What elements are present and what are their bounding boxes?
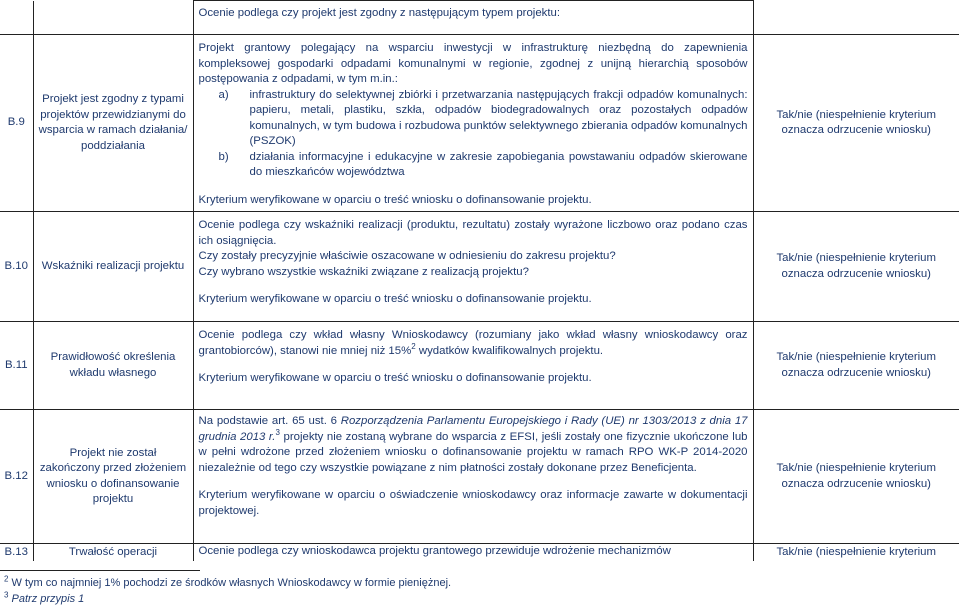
description-part: Na podstawie art. 65 ust. 6 (198, 415, 341, 427)
description-part: Ocenie podlega czy wkład własny Wnioskodawcy (rozumiany jako wkład własny wnioskodawcy oraz grantobiorców), stanowi nie mniej niż 15% (198, 329, 748, 357)
description-line: Czy wybrano wszystkie wskaźniki związane z realizacją projektu? (198, 265, 529, 278)
list-marker: a) (218, 88, 229, 101)
footnote-separator (0, 570, 200, 571)
criterion-text: Kryterium weryfikowane w oparciu o treść wniosku o dofinansowanie projektu. (198, 372, 592, 384)
footnote (4, 576, 451, 592)
row-name: Prawidłowość określenia wkładu własnego (33, 322, 193, 410)
row-id: B.13 (0, 544, 33, 561)
verdict: Tak/nie (niespełnienie kryterium oznacza odrzucenie wniosku) (753, 35, 959, 212)
regulation-title: Rozporządzenia Parlamentu Europejskiego i Rady (UE) nr 1303/2013 z dnia 17 grudnia 2013 r. (198, 415, 748, 443)
list-item-text: działania informacyjne i edukacyjne w zakresie zapobiegania powstawaniu odpadów skierowane do mieszkańców województwa (249, 150, 748, 178)
description-line: Czy zostały precyzyjnie właściwie oszacowane w odniesieniu do zakresu projektu? (198, 250, 616, 262)
verdict: Tak/nie (niespełnienie kryterium oznacza odrzucenie wniosku) (753, 410, 959, 544)
row-description (193, 212, 753, 322)
list-item (219, 88, 748, 150)
row-description (193, 410, 753, 544)
table-row (0, 212, 959, 322)
criterion-text: Kryterium weryfikowane w oparciu o oświadczenie wnioskodawcy oraz informacje zawarte w dokumentacji projektowej. (198, 489, 748, 517)
footnote-number: 3 (4, 590, 9, 600)
footnote-ref: 2 (411, 341, 416, 351)
criterion-text: Kryterium weryfikowane w oparciu o treść wniosku o dofinansowanie projektu. (198, 193, 592, 206)
verdict: Tak/nie (niespełnienie kryterium oznacza odrzucenie wniosku) (753, 212, 959, 322)
description-part: wydatków kwalifikowalnych projektu. (415, 344, 604, 357)
list-marker: b) (218, 150, 229, 163)
row-name: Wskaźniki realizacji projektu (33, 212, 193, 322)
table-row (0, 410, 959, 544)
verdict: Tak/nie (niespełnienie kryterium (753, 544, 959, 561)
table-header-row (0, 1, 959, 35)
criterion-text: Kryterium weryfikowane w oparciu o treść wniosku o dofinansowanie projektu. (198, 293, 592, 305)
row-description (193, 35, 753, 212)
row-description: Ocenie podlega czy wnioskodawca projektu grantowego przewiduje wdrożenie mechanizmów (193, 544, 753, 561)
description-line: Ocenie podlega czy wskaźniki realizacji (produktu, rezultatu) zostały wyrażone liczbowo oraz podano czas ich osiągnięcia. (198, 219, 748, 247)
list-item-text: infrastruktury do selektywnej zbiórki i przetwarzania następujących frakcji odpadów komunalnych: papieru, metali, plastiku, szkła, odpadów biodegradowalnych oraz pozostałych odpadów komunalnych, w tym budowa i rozbudowa punktów selektywnego zbierania odpadów komunalnych (PSZOK) (249, 88, 748, 147)
footnote-ref: 3 (275, 427, 280, 437)
table-row (0, 35, 959, 212)
row-name: Projekt jest zgodny z typami projektów przewidzianymi do wsparcia w ramach działania/ poddziałania (33, 35, 193, 212)
footnote-text: Patrz przypis 1 (11, 593, 85, 605)
row-name: Projekt nie został zakończony przed złożeniem wniosku o dofinansowanie projektu (33, 410, 193, 544)
row-id: B.10 (0, 212, 33, 322)
row-description (193, 322, 753, 410)
description-part: projekty nie zostaną wybrane do wsparcia z EFSI, jeśli zostały one fizycznie ukończone lub w pełni wdrożone przed złożeniem wniosku o dofinansowanie projektu w ramach RPO WK-P 2014-2020 niezależnie od tego czy wszystkie powiązane z nim płatności zostały dokonane przez Beneficjenta. (198, 430, 748, 474)
footnote-text: W tym co najmniej 1% pochodzi ze środków własnych Wnioskodawcy w formie pieniężnej. (11, 577, 452, 589)
list-item (219, 150, 748, 181)
table-row (0, 544, 959, 561)
description-intro: Projekt grantowy polegający na wsparciu inwestycji w infrastrukturę niezbędną do zapewnienia kompleksowej gospodarki odpadami komunalnymi w regionie, zgodnej z unijną hierarchią sposobów postępowania z odpadami, w tym m.in.: (198, 42, 748, 85)
footnote-number: 2 (4, 574, 9, 584)
row-id: B.11 (0, 322, 33, 410)
row-id: B.12 (0, 410, 33, 544)
table-row (0, 322, 959, 410)
description-text (199, 328, 748, 359)
row-id: B.9 (0, 35, 33, 212)
verdict: Tak/nie (niespełnienie kryterium oznacza odrzucenie wniosku) (753, 322, 959, 410)
footnote (4, 592, 84, 608)
row-name: Trwałość operacji (33, 544, 193, 561)
description-text (199, 414, 748, 476)
description-list (199, 88, 748, 181)
header-text: Ocenie podlega czy projekt jest zgodny z następującym typem projektu: (193, 1, 753, 35)
